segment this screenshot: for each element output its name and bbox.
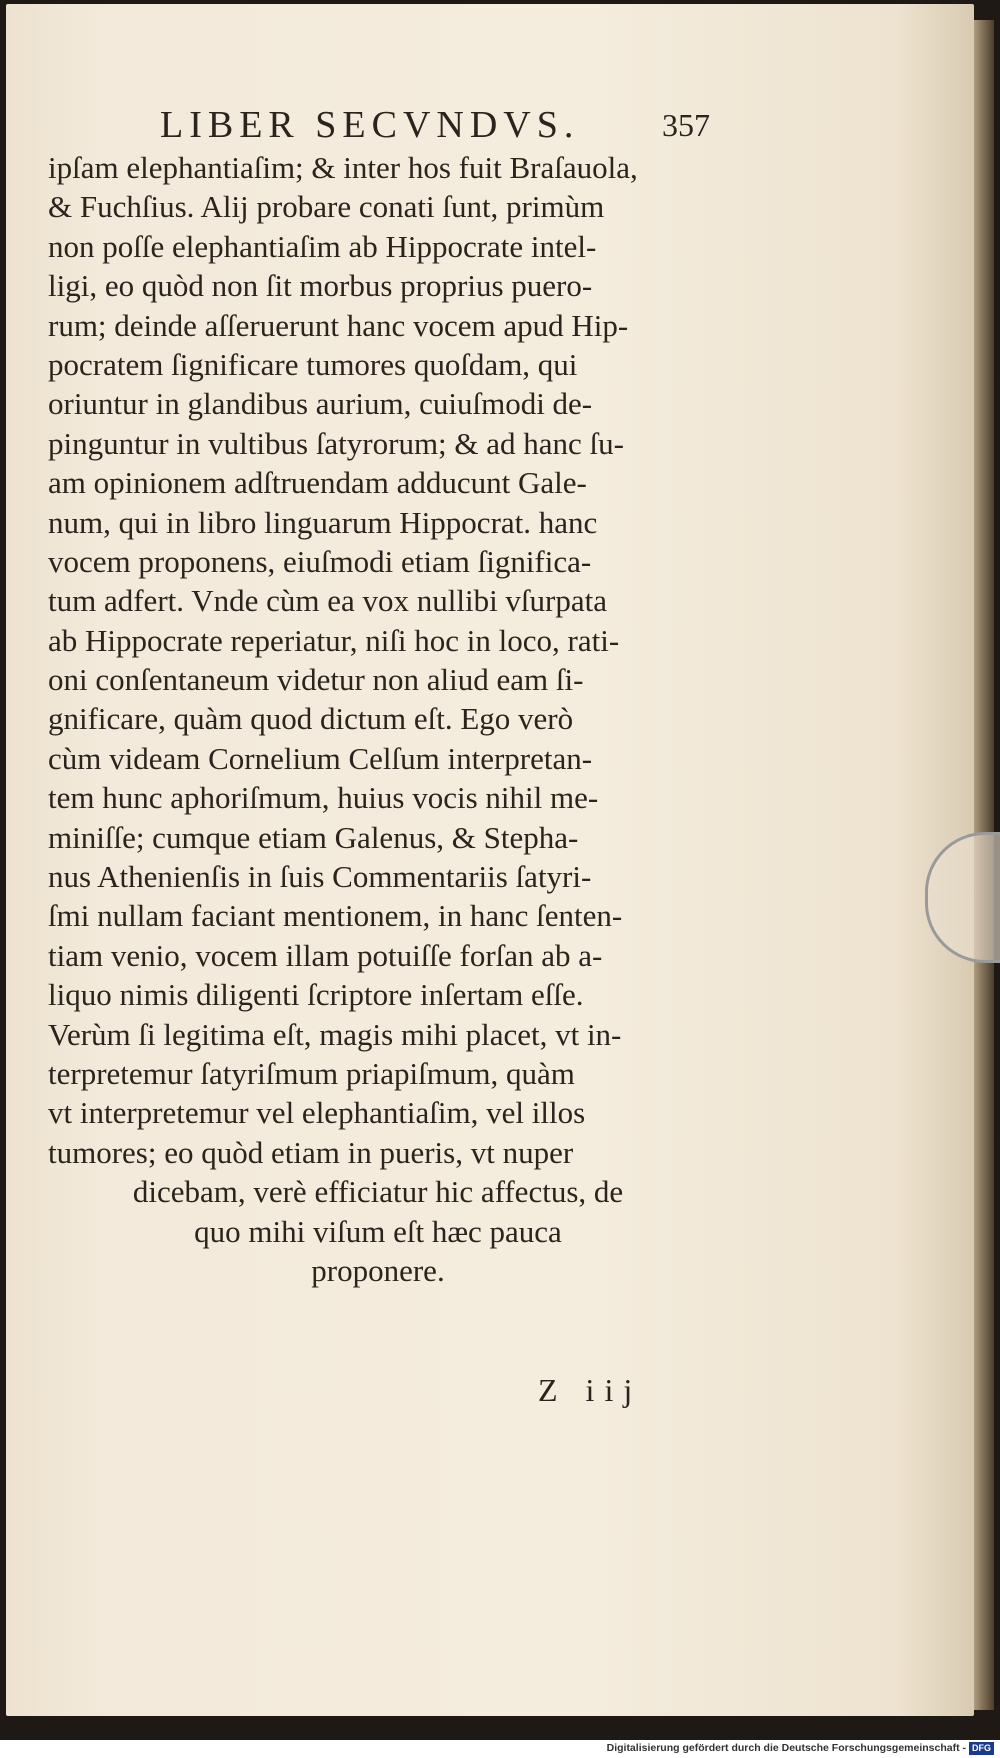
text-line: vocem proponens, eiuſmodi etiam ſignifica- xyxy=(48,543,592,579)
text-line: proponere. xyxy=(311,1252,445,1288)
page-number: 357 xyxy=(662,107,710,143)
text-line: oriuntur in glandibus aurium, cuiuſmodi de- xyxy=(48,386,593,422)
text-line: nus Athenienſis in ſuis Commentariis ſatyri- xyxy=(48,859,592,895)
text-line: Verùm ſi legitima eſt, magis mihi placet, vt in- xyxy=(48,1016,622,1052)
text-line: miniſſe; cumque etiam Galenus, & Stepha- xyxy=(48,819,579,855)
page-header xyxy=(60,103,720,153)
text-line: pinguntur in vultibus ſatyrorum; & ad hanc ſu- xyxy=(48,425,624,461)
text-line: terpretemur ſatyriſmum priapiſmum, quàm xyxy=(48,1055,575,1091)
text-line: dicebam, verè efficiatur hic affectus, de xyxy=(132,1174,624,1210)
text-line: tem hunc aphoriſmum, huius vocis nihil me- xyxy=(48,780,599,816)
body-text xyxy=(48,148,710,1290)
text-line: ab Hippocrate reperiatur, niſi hoc in loco, rati- xyxy=(48,622,620,658)
text-line: rum; deinde aſſeruerunt hanc vocem apud Hip- xyxy=(48,307,629,343)
text-line: num, qui in libro linguarum Hippocrat. hanc xyxy=(48,504,598,540)
text-line: tiam venio, vocem illam potuiſſe forſan ab a- xyxy=(48,937,603,973)
text-line: liquo nimis diligenti ſcriptore inſertam eſſe. xyxy=(48,977,584,1013)
text-line: pocratem ſignificare tumores quoſdam, qui xyxy=(48,346,578,382)
signature-mark: Z iij xyxy=(538,1372,643,1408)
dfg-logo: DFG xyxy=(969,1742,994,1755)
text-line: am opinionem adſtruendam adducunt Gale- xyxy=(48,465,587,501)
text-line: & Fuchſius. Alij probare conati ſunt, primùm xyxy=(48,189,605,225)
text-line: oni conſentaneum videtur non aliud eam ſi- xyxy=(48,662,584,698)
text-line: ligi, eo quòd non ſit morbus proprius puero- xyxy=(48,268,593,304)
text-line: non poſſe elephantiaſim ab Hippocrate intel- xyxy=(48,228,597,264)
text-line: ipſam elephantiaſim; & inter hos fuit Braſauola, xyxy=(48,150,638,185)
text-line: quo mihi viſum eſt hæc pauca xyxy=(194,1213,562,1249)
footer-credit: Digitalisierung gefördert durch die Deutsche Forschungsgemeinschaft - xyxy=(606,1742,966,1754)
text-line: tum adfert. Vnde cùm ea vox nullibi vſurpata xyxy=(48,583,607,619)
text-line: vt interpretemur vel elephantiaſim, vel illos xyxy=(48,1095,586,1131)
text-line: tumores; eo quòd etiam in pueris, vt nuper xyxy=(48,1134,574,1170)
text-line: ſmi nullam faciant mentionem, in hanc ſenten- xyxy=(48,898,623,934)
running-title: LIBER SECVNDVS. xyxy=(160,104,580,146)
text-line: gnificare, quàm quod dictum eſt. Ego verò xyxy=(48,701,574,737)
text-line: cùm videam Cornelium Celſum interpretan- xyxy=(48,740,593,776)
footer-bar xyxy=(0,1740,1000,1758)
